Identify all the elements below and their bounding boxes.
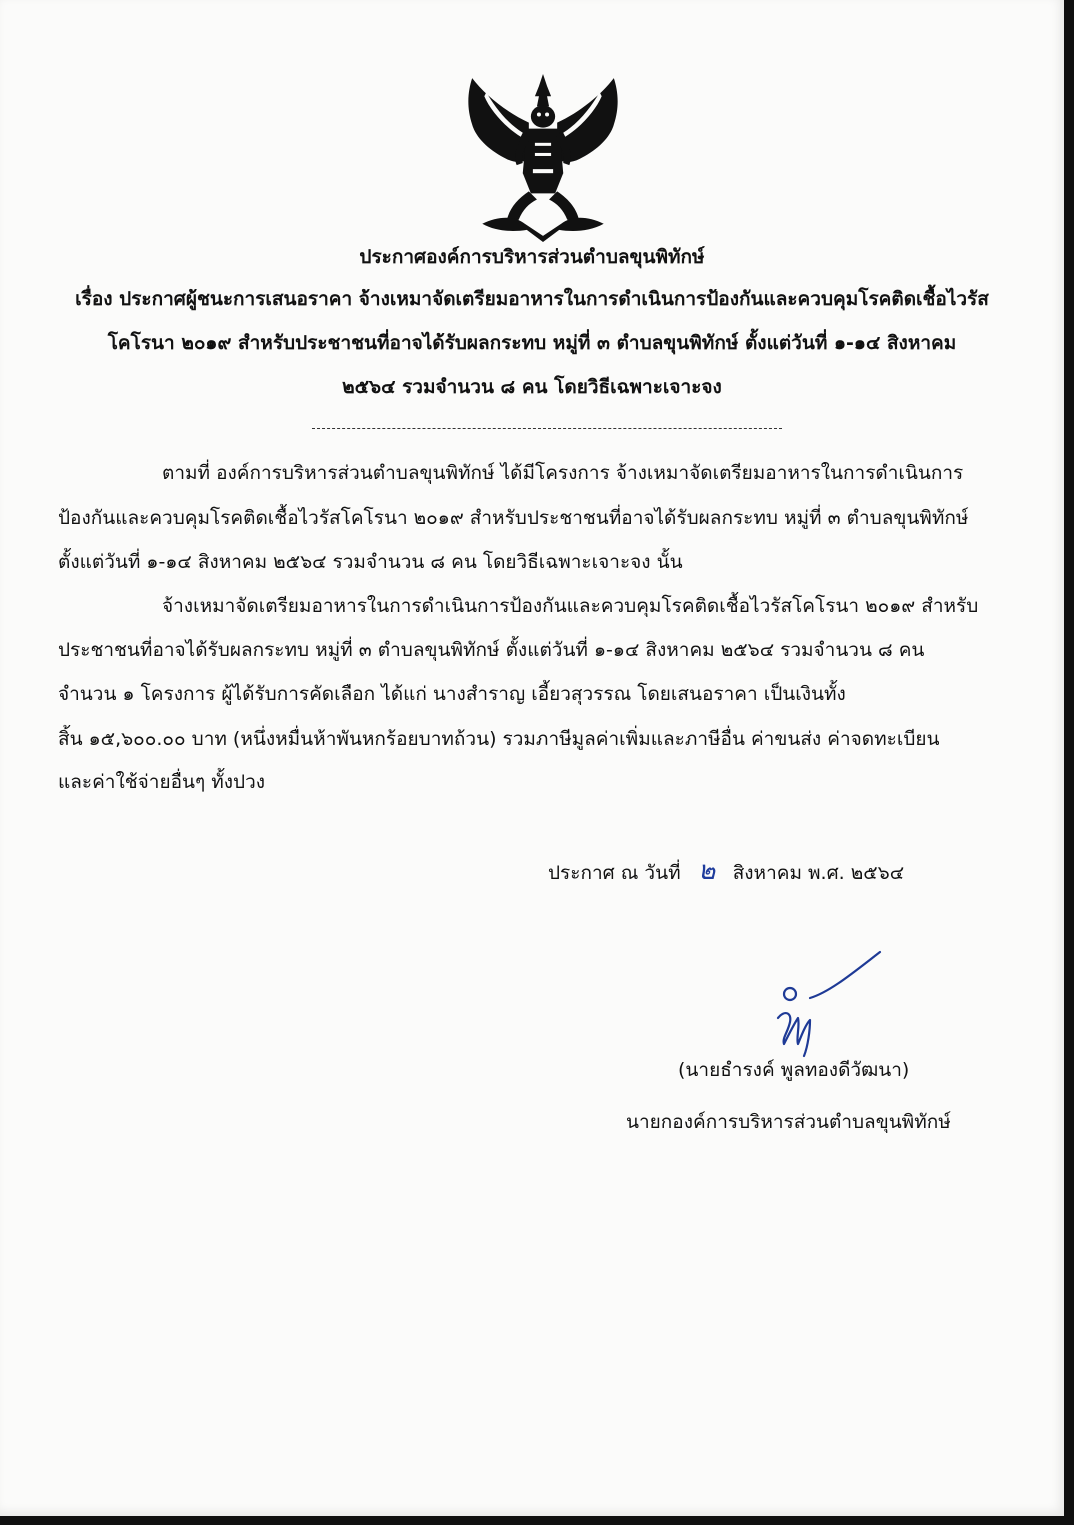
subject-line-1: เรื่อง ประกาศผู้ชนะการเสนอราคา จ้างเหมาจัดเตรียมอาหารในการดำเนินการป้องกันและควบคุมโรคติดเชื้อไวรัส <box>75 288 989 310</box>
paragraph1-line-3: ตั้งแต่วันที่ ๑-๑๔ สิงหาคม ๒๕๖๔ รวมจำนวน ๘ คน โดยวิธีเฉพาะเจาะจง นั้น <box>58 551 683 573</box>
announcement-date <box>548 856 904 888</box>
subject-line-2: โคโรนา ๒๐๑๙ สำหรับประชาชนที่อาจได้รับผลกระทบ หมู่ที่ ๓ ตำบลขุนพิทักษ์ ตั้งแต่วันที่ ๑-๑๔ สิงหาคม <box>107 332 957 354</box>
signature-mark <box>770 948 890 1060</box>
paragraph1-line-2: ป้องกันและควบคุมโรคติดเชื้อไวรัสโคโรนา ๒๐๑๙ สำหรับประชาชนที่อาจได้รับผลกระทบ หมู่ที่ ๓ ตำบลขุนพิทักษ์ <box>58 507 969 529</box>
paragraph2-line-3: จำนวน ๑ โครงการ ผู้ได้รับการคัดเลือก ได้แก่ นางสำราญ เอี้ยวสุวรรณ โดยเสนอราคา เป็นเงินทั้ง <box>58 683 846 705</box>
subject-line-3: ๒๕๖๔ รวมจำนวน ๘ คน โดยวิธีเฉพาะเจาะจง <box>342 376 722 398</box>
paragraph2-line-1: จ้างเหมาจัดเตรียมอาหารในการดำเนินการป้องกันและควบคุมโรคติดเชื้อไวรัสโคโรนา ๒๐๑๙ สำหรับ <box>162 595 979 617</box>
date-prefix: ประกาศ ณ วันที่ <box>548 862 681 884</box>
signatory-name: (นายธำรงค์ พูลทองดีวัฒนา) <box>678 1059 910 1081</box>
paragraph2-line-4: สิ้น ๑๕,๖๐๐.๐๐ บาท (หนึ่งหมื่นห้าพันหกร้อยบาทถ้วน) รวมภาษีมูลค่าเพิ่มและภาษีอื่น ค่าขนส่ง ค่าจดทะเบียน <box>58 728 940 750</box>
date-month-year: สิงหาคม พ.ศ. ๒๕๖๔ <box>732 862 905 884</box>
signatory-title: นายกองค์การบริหารส่วนตำบลขุนพิทักษ์ <box>626 1111 951 1133</box>
organization-title: ประกาศองค์การบริหารส่วนตำบลขุนพิทักษ์ <box>359 246 705 268</box>
paragraph2-line-5: และค่าใช้จ่ายอื่นๆ ทั้งปวง <box>58 771 266 793</box>
paragraph2-line-2: ประชาชนที่อาจได้รับผลกระทบ หมู่ที่ ๓ ตำบลขุนพิทักษ์ ตั้งแต่วันที่ ๑-๑๔ สิงหาคม ๒๕๖๔ รวมจำนวน ๘ คน <box>58 639 925 661</box>
date-day-handwritten: ๒ <box>698 856 716 886</box>
paragraph1-line-1: ตามที่ องค์การบริหารส่วนตำบลขุนพิทักษ์ ได้มีโครงการ จ้างเหมาจัดเตรียมอาหารในการดำเนินการ <box>162 462 964 484</box>
garuda-emblem-icon <box>462 72 624 244</box>
separator-line <box>312 428 782 429</box>
